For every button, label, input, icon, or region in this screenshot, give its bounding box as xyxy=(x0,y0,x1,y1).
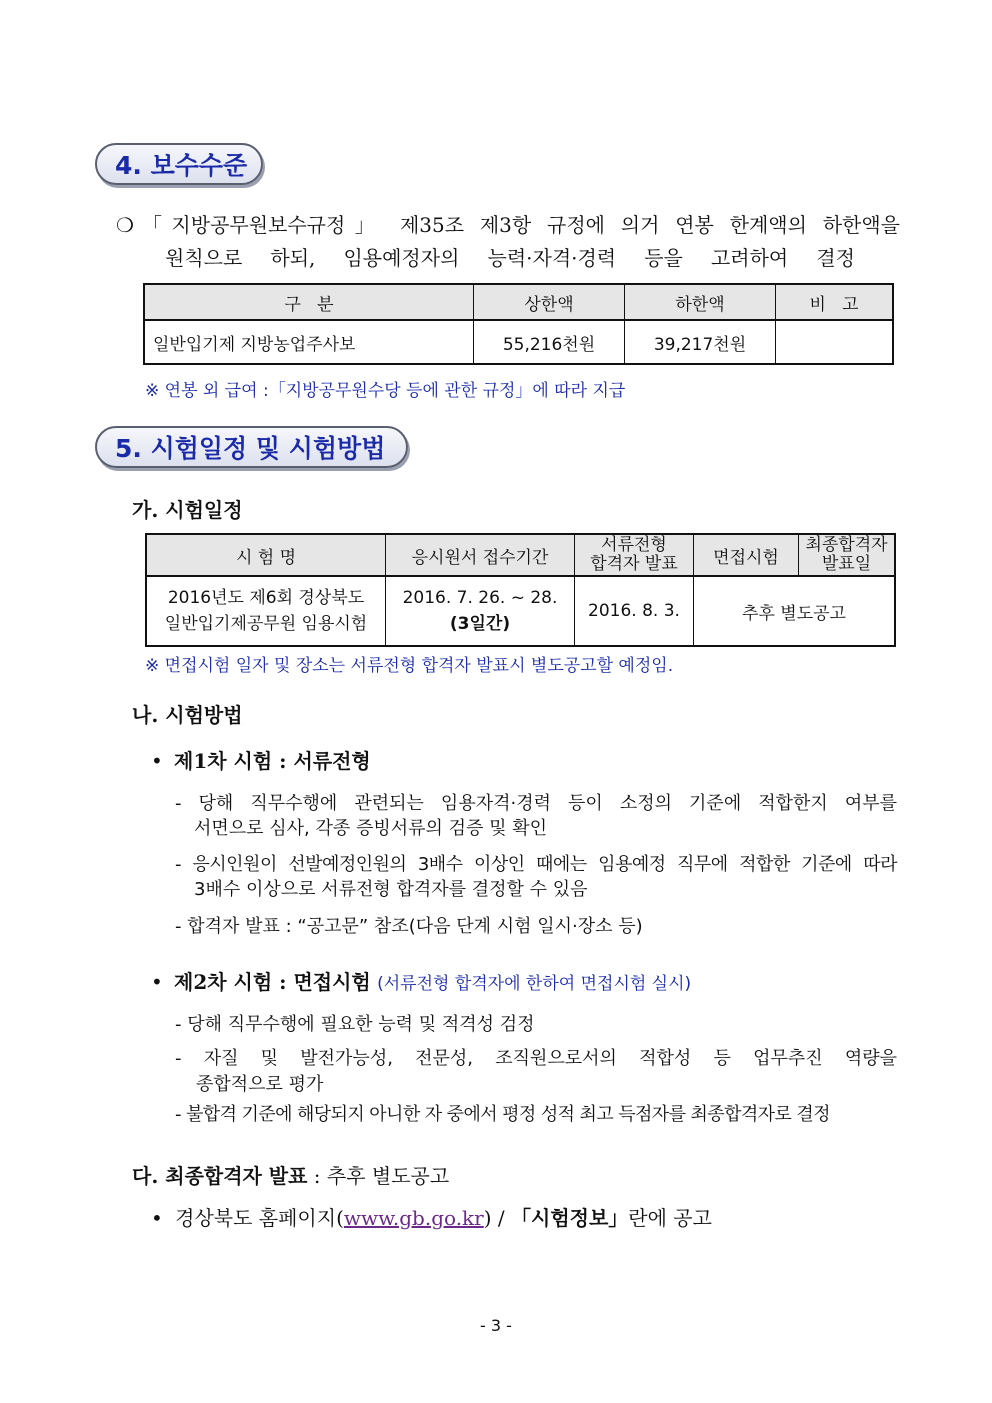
homepage-bullet: • xyxy=(151,1206,163,1230)
salary-cell-category: 일반입기제 지방농업주사보 xyxy=(144,320,474,364)
salary-header-lower: 하한액 xyxy=(625,284,776,320)
salary-header-category: 구 분 xyxy=(144,284,474,320)
schedule-cell-exam-name xyxy=(146,576,386,646)
salary-paragraph-line2: 원칙으로 하되, 임용예정자의 능력·자격·경력 등을 고려하여 결정 xyxy=(165,246,855,270)
homepage-line xyxy=(151,1204,712,1232)
salary-header-remarks: 비 고 xyxy=(776,284,894,320)
schedule-cell-period xyxy=(386,576,575,646)
salary-cell-remarks xyxy=(776,320,894,364)
schedule-cell-later: 추후 별도공고 xyxy=(694,576,896,646)
salary-paragraph-line1: 「지방공무원보수규정」 제35조 제3항 규정에 의거 연봉 한계액의 하한액을 xyxy=(142,213,900,237)
exam-name-line1: 2016년도 제6회 경상북도 xyxy=(167,588,365,608)
schedule-header-period: 응시원서 접수기간 xyxy=(386,534,575,576)
final-label: 다. 최종합격자 발표 xyxy=(132,1164,308,1188)
homepage-suffix: 란에 공고 xyxy=(628,1206,712,1230)
sub-heading-schedule: 가. 시험일정 xyxy=(132,498,243,522)
homepage-mid: ) / xyxy=(483,1206,511,1230)
salary-table xyxy=(143,283,894,365)
stage2-bullet: • xyxy=(151,970,163,994)
schedule-table xyxy=(145,533,896,647)
stage2-item2-cont: 종합적으로 평가 xyxy=(196,1074,324,1095)
stage2-suffix: (서류전형 합격자에 한하여 면접시험 실시) xyxy=(377,974,692,994)
section-5-title: 5. 시험일정 및 시험방법 xyxy=(95,426,408,468)
exam-name-line2: 일반입기제공무원 임용시험 xyxy=(164,614,368,634)
stage2-item3: - 불합격 기준에 해당되지 아니한 자 중에서 평정 성적 최고 득점자를 최종합격자로 결정 xyxy=(175,1104,830,1125)
stage1-item1-cont: 서면으로 심사, 각종 증빙서류의 검증 및 확인 xyxy=(194,818,548,839)
homepage-board: 「시험정보」 xyxy=(511,1206,629,1230)
stage1-bullet: • xyxy=(151,749,163,773)
schedule-header-exam-name: 시 험 명 xyxy=(146,534,386,576)
stage2-title-line xyxy=(174,968,691,998)
final-announcement xyxy=(132,1162,449,1190)
salary-cell-upper: 55,216천원 xyxy=(474,320,625,364)
page-number: - 3 - xyxy=(480,1316,512,1335)
schedule-header-interview: 면접시험 xyxy=(694,534,799,576)
stage1-title: 제1차 시험 : 서류전형 xyxy=(174,749,371,773)
period-line2: (3일간) xyxy=(449,614,511,634)
final-value: : 추후 별도공고 xyxy=(307,1164,450,1188)
stage1-item2: - 응시인원이 선발예정인원의 3배수 이상인 때에는 임용예정 직무에 적합한 기준에 따라 xyxy=(175,854,897,875)
stage2-item1: - 당해 직무수행에 필요한 능력 및 적격성 검정 xyxy=(175,1014,535,1035)
stage1-item1: - 당해 직무수행에 관련되는 임용자격·경력 등이 소정의 기준에 적합한지 여부를 xyxy=(175,793,897,814)
schedule-note: ※ 면접시험 일자 및 장소는 서류전형 합격자 발표시 별도공고할 예정임. xyxy=(145,656,674,676)
schedule-header-final: 최종합격자 발표일 xyxy=(799,534,896,576)
salary-note: ※ 연봉 외 급여 :「지방공무원수당 등에 관한 규정」에 따라 지급 xyxy=(145,381,626,401)
stage2-item2: - 자질 및 발전가능성, 전문성, 조직원으로서의 적합성 등 업무추진 역량을 xyxy=(175,1048,897,1069)
stage1-item3: - 합격자 발표 : “공고문” 참조(다음 단계 시험 일시·장소 등) xyxy=(175,916,643,937)
sub-heading-method: 나. 시험방법 xyxy=(132,703,243,727)
homepage-url-link[interactable]: www.gb.go.kr xyxy=(343,1206,484,1230)
stage1-item2-cont: 3배수 이상으로 서류전형 합격자를 결정할 수 있음 xyxy=(194,879,588,900)
schedule-header-doc-result: 서류전형 합격자 발표 xyxy=(575,534,694,576)
salary-cell-lower: 39,217천원 xyxy=(625,320,776,364)
salary-bullet: ❍ xyxy=(116,213,134,237)
salary-header-upper: 상한액 xyxy=(474,284,625,320)
homepage-prefix: 경상북도 홈페이지( xyxy=(175,1206,344,1230)
schedule-cell-doc-result: 2016. 8. 3. xyxy=(575,576,694,646)
period-line1: 2016. 7. 26. ~ 28. xyxy=(402,588,558,608)
section-4-title: 4. 보수수준 xyxy=(95,143,263,185)
stage2-title: 제2차 시험 : 면접시험 xyxy=(174,970,371,994)
